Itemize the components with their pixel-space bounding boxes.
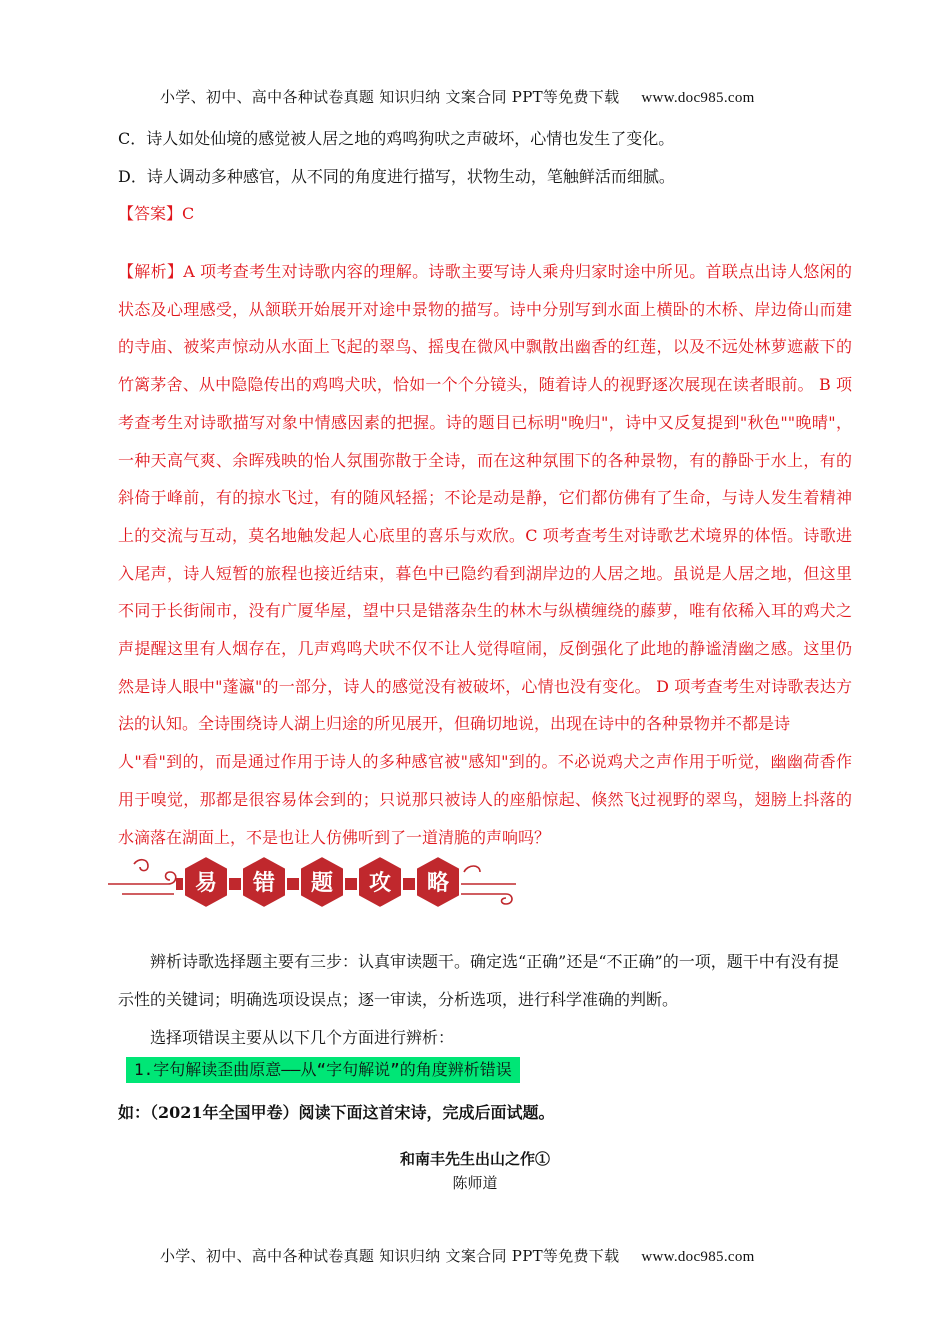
analysis-line: 人"看"到的，而是通过作用于诗人的多种感官被"感知"到的。不必说鸡犬之声作用于听觉，幽幽荷香作	[118, 752, 852, 772]
guide-paragraph-2: 选择项错误主要从以下几个方面进行辨析：	[150, 1028, 455, 1047]
footer-text: 小学、初中、高中各种试卷真题 知识归纳 文案合同 PPT等免费下载	[160, 1247, 620, 1265]
banner-char: 错	[252, 871, 276, 896]
analysis-line: 一种天高气爽、余晖残映的怡人氛围弥散于全诗，而在这种氛围下的各种景物，有的静卧于水上，有的	[118, 450, 852, 470]
option-d: D．诗人调动多种感官，从不同的角度进行描写，状物生动，笔触鲜活而细腻。	[118, 167, 675, 186]
analysis-line: 不同于长街闹市，没有广厦华屋，望中只是错落杂生的林木与纵横缠绕的藤萝，唯有依稀入耳的鸡犬之	[118, 601, 852, 621]
banner-char: 略	[426, 871, 450, 896]
analysis-line: 的寺庙、被桨声惊动从水面上飞起的翠鸟、摇曳在微风中飘散出幽香的红莲，以及不远处林萝遮蔽下的	[118, 337, 852, 357]
poem-title: 和南丰先生出山之作①	[399, 1150, 550, 1168]
option-c: C．诗人如处仙境的感觉被人居之地的鸡鸣狗吠之声破坏，心情也发生了变化。	[118, 129, 675, 148]
analysis-line: 法的认知。全诗围绕诗人湖上归途的所见展开，但确切地说，出现在诗中的各种景物并不都是诗	[118, 714, 791, 734]
analysis-line: 状态及心理感受，从颔联开始展开对途中景物的描写。诗中分别写到水面上横卧的木桥、岸边倚山而建	[118, 299, 852, 319]
analysis-line: 考查考生对诗歌描写对象中情感因素的把握。诗的题目已标明"晚归"，诗中又反复提到"秋色""晚晴"，	[118, 412, 852, 432]
error-prone-strategy-banner	[104, 850, 524, 914]
analysis-line: 用于嗅觉，那都是很容易体会到的；只说那只被诗人的座船惊起、倏然飞过视野的翠鸟，翅膀上抖落的	[118, 789, 852, 809]
highlighted-subheading: 1.字句解读歪曲原意——从“字句解说”的角度辨析错误	[126, 1057, 520, 1083]
answer-label: 【答案】C	[118, 204, 195, 223]
guide-paragraph-1: 辨析诗歌选择题主要有三步：认真审读题干。确定选“正确”还是“不正确”的一项，题干中有没有提示性的关键词；明确选项设误点；逐一审读，分析选项，进行科学准确的判断。	[118, 952, 839, 1009]
banner-char: 易	[194, 871, 218, 896]
analysis-line: 声提醒这里有人烟存在，几声鸡鸣犬吠不仅不让人觉得喧闹，反倒强化了此地的静谧清幽之感。这里仍	[118, 639, 852, 659]
page-header	[160, 86, 755, 107]
page-footer	[160, 1245, 755, 1266]
analysis-line: 上的交流与互动，莫名地触发起人心底里的喜乐与欢欣。C 项考查考生对诗歌艺术境界的体悟。诗歌进	[118, 525, 852, 545]
analysis-line: 【解析】A 项考查考生对诗歌内容的理解。诗歌主要写诗人乘舟归家时途中所见。首联点出诗人悠闲的	[118, 262, 852, 281]
analysis-paragraph	[118, 253, 852, 856]
analysis-line: 斜倚于峰前，有的掠水飞过，有的随风轻摇；不论是动是静，它们都仿佛有了生命，与诗人发生着精神	[118, 488, 852, 508]
header-text: 小学、初中、高中各种试卷真题 知识归纳 文案合同 PPT等免费下载	[160, 88, 620, 106]
analysis-line: 然是诗人眼中"蓬瀛"的一部分，诗人的感觉没有被破坏，心情也没有变化。 D 项考查考生对诗歌表达方	[118, 676, 852, 696]
banner-char: 题	[310, 871, 334, 896]
example-intro: 如：（2021年全国甲卷）阅读下面这首宋诗，完成后面试题。	[118, 1103, 555, 1122]
poem-author: 陈师道	[452, 1174, 498, 1192]
analysis-line: 竹篱茅舍、从中隐隐传出的鸡鸣犬吠，恰如一个个分镜头，随着诗人的视野逐次展现在读者眼前。 B 项	[118, 375, 852, 395]
header-site-link[interactable]: www.doc985.com	[641, 90, 755, 106]
left-swirl-ornament	[108, 860, 176, 894]
analysis-line: 水滴落在湖面上，不是也让人仿佛听到了一道清脆的声响吗？	[118, 827, 551, 847]
footer-site-link[interactable]: www.doc985.com	[641, 1249, 755, 1265]
banner-char: 攻	[368, 871, 392, 896]
analysis-line: 入尾声，诗人短暂的旅程也接近结束，暮色中已隐约看到湖岸边的人居之地。虽说是人居之地，但这里	[118, 563, 852, 583]
